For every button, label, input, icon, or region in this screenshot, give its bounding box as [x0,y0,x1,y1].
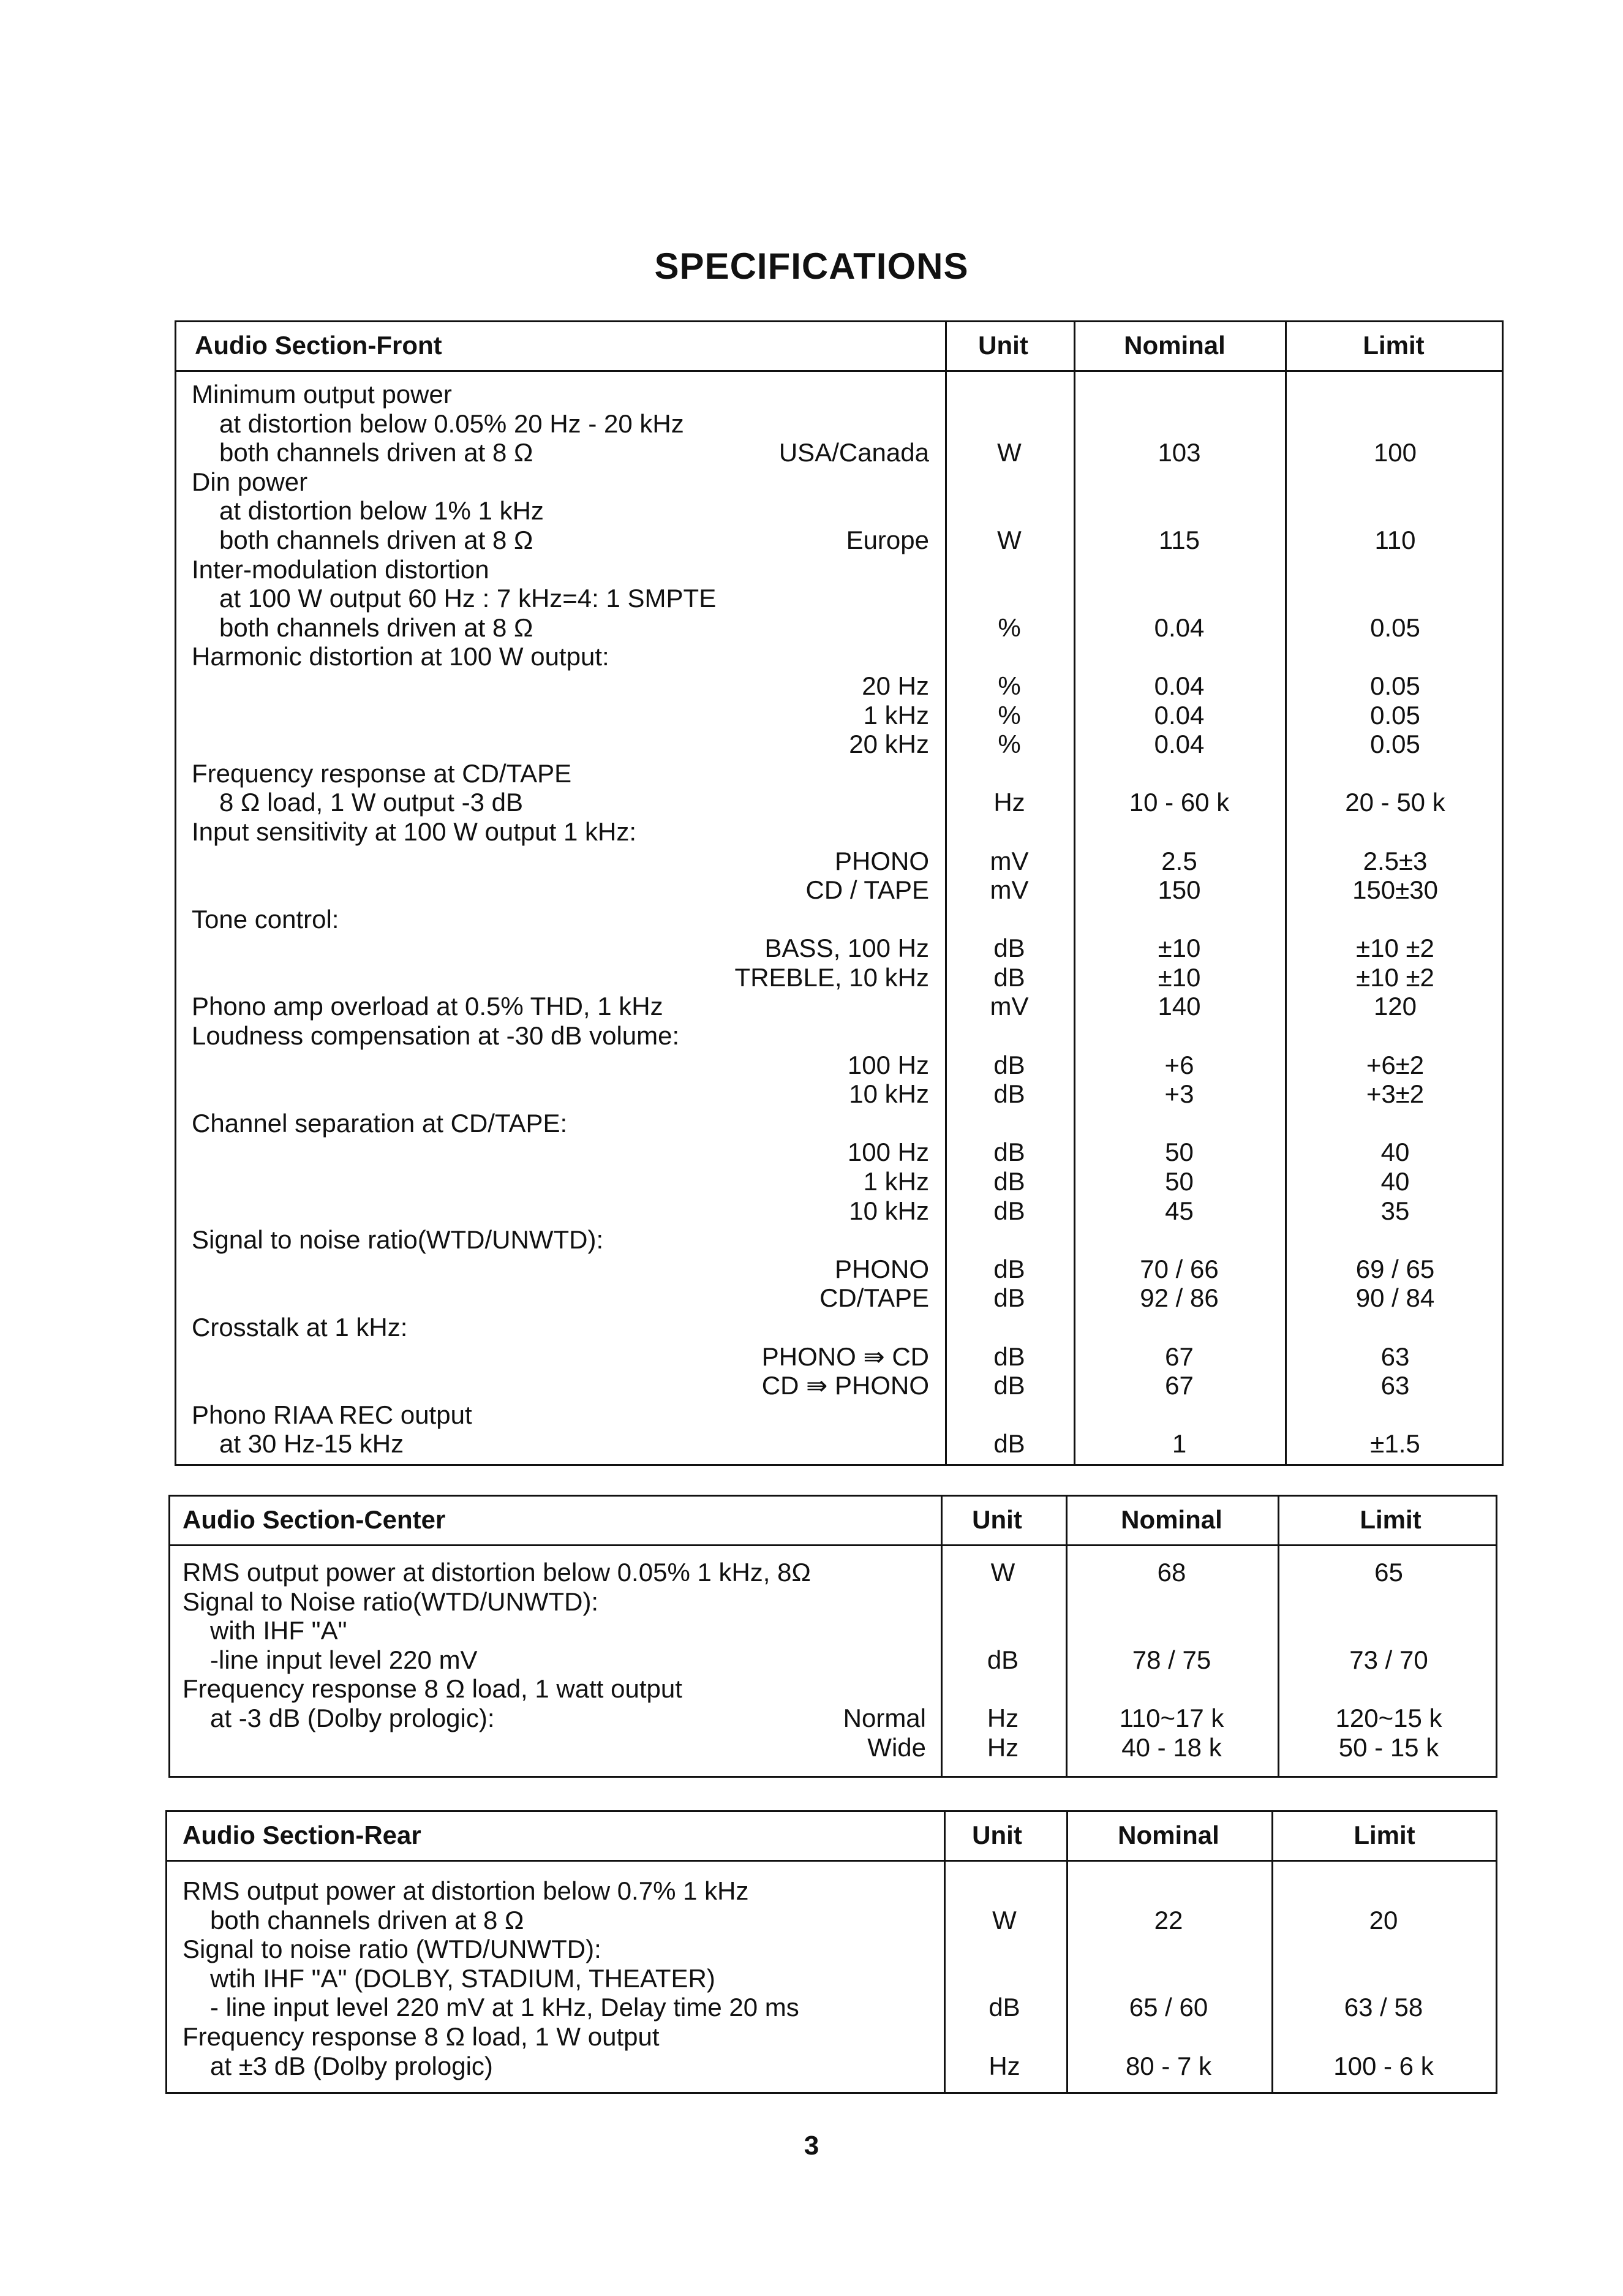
row-nominal: 68 [1157,1558,1186,1587]
page-number: 3 [804,2131,819,2161]
row-unit: dB [993,1342,1025,1371]
table-row [176,496,1502,526]
table-row [176,1283,1502,1313]
table-row [176,963,1502,992]
table-row [176,642,1502,671]
row-unit: dB [988,1993,1020,2022]
row-description: 8 Ω load, 1 W output -3 dB [219,788,524,817]
table-row [176,1167,1502,1196]
row-nominal: 78 / 75 [1132,1645,1211,1674]
row-description: Input sensitivity at 100 W output 1 kHz: [192,817,637,846]
header-nominal: Nominal [1121,1505,1222,1534]
table-row [167,2022,1496,2052]
row-limit: 65 [1374,1558,1403,1587]
row-unit: % [998,671,1021,700]
spec-table-rear [165,1810,1497,2094]
table-row [176,671,1502,701]
row-condition: PHONO ⇛ CD [761,1342,929,1371]
table-row [176,1429,1502,1459]
row-unit: mV [990,846,1029,875]
row-limit: 2.5±3 [1363,846,1428,875]
row-limit: 0.05 [1370,700,1420,730]
table-row [170,1674,1496,1704]
row-description: RMS output power at distortion below 0.05% 1 kHz, 8Ω [183,1558,811,1587]
row-limit: 120~15 k [1335,1703,1442,1732]
row-unit: % [998,730,1021,759]
row-condition: CD/TAPE [819,1283,929,1313]
row-condition: CD / TAPE [805,875,929,905]
header-limit: Limit [1354,1821,1415,1849]
table-row [176,1225,1502,1255]
row-limit: 63 / 58 [1344,1993,1423,2022]
table-row [176,1342,1502,1372]
row-nominal: 92 / 86 [1140,1283,1219,1313]
row-unit: dB [993,1138,1025,1167]
row-description: Loudness compensation at -30 dB volume: [192,1021,680,1051]
header-unit: Unit [972,1821,1022,1849]
row-nominal: 150 [1158,875,1201,905]
table-row [170,1704,1496,1733]
row-description: Inter-modulation distortion [192,554,489,584]
row-condition: 20 Hz [862,671,929,700]
row-unit: dB [993,934,1025,963]
row-description: Signal to Noise ratio(WTD/UNWTD): [183,1587,599,1616]
row-unit: W [992,1905,1017,1935]
row-unit: dB [993,1254,1025,1283]
row-nominal: 0.04 [1154,700,1205,730]
row-nominal: 0.04 [1154,730,1205,759]
row-limit: 90 / 84 [1355,1283,1435,1313]
table-row [167,1964,1496,1993]
row-limit: 40 [1380,1167,1410,1196]
row-condition: 10 kHz [849,1079,929,1109]
row-description: - line input level 220 mV at 1 kHz, Delay time 20 ms [210,1993,799,2022]
row-description: Phono RIAA REC output [192,1400,472,1429]
row-description: with IHF "A" [210,1616,347,1645]
row-unit: mV [990,875,1029,905]
table-row [176,1109,1502,1138]
table-row [176,409,1502,439]
table-row [176,759,1502,788]
row-nominal: 22 [1154,1905,1183,1935]
table-row [176,875,1502,905]
row-limit: ±1.5 [1370,1429,1420,1459]
row-condition: Wide [867,1732,926,1762]
row-unit: W [997,525,1022,554]
row-unit: dB [993,1050,1025,1079]
row-condition: USA/Canada [778,438,929,467]
row-nominal: 1 [1172,1429,1187,1459]
table-row [176,1255,1502,1284]
table-row [176,1371,1502,1400]
table-row [176,467,1502,497]
row-description: both channels driven at 8 Ω [219,613,533,642]
row-description: Harmonic distortion at 100 W output: [192,642,609,671]
row-unit: mV [990,992,1029,1021]
header-unit: Unit [972,1505,1022,1534]
row-nominal: 67 [1165,1342,1194,1371]
table-row [167,1906,1496,1935]
row-condition: 20 kHz [849,730,929,759]
row-unit: dB [993,1283,1025,1313]
table-row [176,1138,1502,1167]
row-unit: dB [993,1429,1025,1459]
row-description: both channels driven at 8 Ω [219,438,533,467]
row-condition: TREBLE, 10 kHz [734,962,929,992]
row-nominal: 70 / 66 [1140,1254,1219,1283]
header-nominal: Nominal [1118,1821,1219,1849]
table-header [170,1497,1496,1546]
row-limit: +3±2 [1366,1079,1425,1109]
row-condition: 100 Hz [847,1050,929,1079]
table-row [176,584,1502,613]
row-nominal: 0.04 [1154,671,1205,700]
row-description: RMS output power at distortion below 0.7% 1 kHz [183,1876,749,1905]
row-description: Channel separation at CD/TAPE: [192,1108,568,1138]
table-row [176,788,1502,817]
row-description: -line input level 220 mV [210,1645,478,1674]
table-row [176,526,1502,555]
row-nominal: 65 / 60 [1129,1993,1208,2022]
header-unit: Unit [978,331,1028,360]
table-row [176,1051,1502,1080]
row-limit: 0.05 [1370,730,1420,759]
row-description: Din power [192,467,308,496]
row-limit: ±10 ±2 [1356,934,1434,963]
row-description: Minimum output power [192,380,452,409]
table-row [176,555,1502,584]
row-description: Tone control: [192,904,339,934]
row-condition: 1 kHz [863,700,929,730]
row-description: both channels driven at 8 Ω [219,525,533,554]
table-row [176,701,1502,730]
row-description: at 30 Hz-15 kHz [219,1429,404,1459]
header-limit: Limit [1363,331,1425,360]
row-limit: ±10 ±2 [1356,962,1434,992]
header-section: Audio Section-Front [195,331,442,360]
row-description: Frequency response 8 Ω load, 1 watt output [183,1674,682,1704]
table-row [176,905,1502,934]
table-row [176,1313,1502,1342]
row-nominal: 45 [1165,1196,1194,1225]
page-title: SPECIFICATIONS [654,246,969,287]
row-limit: 20 [1369,1905,1398,1935]
row-unit: Hz [988,2051,1020,2080]
table-row [176,817,1502,847]
table-row [176,1400,1502,1430]
row-condition: PHONO [834,1254,929,1283]
row-nominal: 0.04 [1154,613,1205,642]
header-limit: Limit [1360,1505,1422,1534]
row-condition: CD ⇛ PHONO [761,1371,929,1400]
row-nominal: ±10 [1158,962,1201,992]
row-description: wtih IHF "A" (DOLBY, STADIUM, THEATER) [210,1963,715,1993]
row-limit: +6±2 [1366,1050,1425,1079]
row-nominal: +6 [1164,1050,1194,1079]
row-description: Phono amp overload at 0.5% THD, 1 kHz [192,992,663,1021]
row-unit: dB [993,1079,1025,1109]
table-row [176,438,1502,467]
table-row [170,1616,1496,1645]
row-condition: Normal [843,1703,926,1732]
row-limit: 35 [1380,1196,1410,1225]
row-condition: BASS, 100 Hz [764,934,929,963]
table-row [170,1587,1496,1617]
table-row [167,2052,1496,2081]
row-nominal: 50 [1165,1138,1194,1167]
row-limit: 40 [1380,1138,1410,1167]
row-unit: Hz [987,1732,1019,1762]
row-limit: 0.05 [1370,613,1420,642]
row-unit: dB [993,962,1025,992]
table-row [176,992,1502,1021]
table-row [170,1645,1496,1675]
row-nominal: ±10 [1158,934,1201,963]
spec-table-front [175,320,1504,1466]
table-row [176,613,1502,643]
row-nominal: 115 [1159,525,1200,554]
table-row [170,1558,1496,1587]
row-unit: Hz [987,1703,1019,1732]
row-limit: 150±30 [1352,875,1438,905]
row-limit: 69 / 65 [1355,1254,1435,1283]
row-limit: 100 - 6 k [1333,2051,1434,2080]
row-description: at -3 dB (Dolby prologic): [210,1703,495,1732]
row-limit: 100 [1373,438,1417,467]
header-section: Audio Section-Center [183,1505,446,1534]
row-condition: Europe [846,525,929,554]
row-nominal: 2.5 [1161,846,1197,875]
table-row [167,1935,1496,1964]
row-unit: dB [987,1645,1019,1674]
row-description: at distortion below 0.05% 20 Hz - 20 kHz [219,409,684,438]
table-body [170,1558,1496,1762]
table-row [176,1079,1502,1109]
row-unit: W [990,1558,1015,1587]
row-unit: dB [993,1371,1025,1400]
row-condition: 100 Hz [847,1138,929,1167]
table-row [176,1021,1502,1051]
row-unit: % [998,613,1021,642]
row-nominal: +3 [1164,1079,1194,1109]
table-row [167,1993,1496,2022]
row-nominal: 50 [1165,1167,1194,1196]
row-limit: 63 [1380,1342,1410,1371]
row-description: Signal to noise ratio (WTD/UNWTD): [183,1935,601,1964]
row-unit: Hz [993,788,1025,817]
row-description: Frequency response at CD/TAPE [192,758,572,788]
table-row [176,1196,1502,1226]
row-nominal: 140 [1158,992,1201,1021]
table-header [176,322,1502,372]
row-condition: PHONO [834,846,929,875]
row-limit: 63 [1380,1371,1410,1400]
table-row [176,934,1502,963]
row-description: at distortion below 1% 1 kHz [219,496,544,526]
row-description: at 100 W output 60 Hz : 7 kHz=4: 1 SMPTE [219,584,717,613]
table-row [167,1876,1496,1906]
row-unit: dB [993,1167,1025,1196]
row-nominal: 40 - 18 k [1121,1732,1222,1762]
row-nominal: 10 - 60 k [1129,788,1230,817]
table-body [176,380,1502,1459]
table-header [167,1812,1496,1862]
table-row [176,730,1502,759]
table-body [167,1876,1496,2080]
row-nominal: 103 [1158,438,1201,467]
row-nominal: 67 [1165,1371,1194,1400]
row-description: at ±3 dB (Dolby prologic) [210,2051,493,2080]
row-description: Crosstalk at 1 kHz: [192,1313,408,1342]
row-description: both channels driven at 8 Ω [210,1905,524,1935]
spec-table-center [168,1495,1497,1778]
row-limit: 73 / 70 [1349,1645,1428,1674]
table-row [176,380,1502,409]
row-nominal: 80 - 7 k [1125,2051,1212,2080]
header-nominal: Nominal [1124,331,1226,360]
row-limit: 120 [1373,992,1417,1021]
row-nominal: 110~17 k [1119,1703,1224,1732]
table-row [170,1733,1496,1762]
row-limit: 50 - 15 k [1338,1732,1439,1762]
row-unit: % [998,700,1021,730]
table-row [176,847,1502,876]
row-condition: 10 kHz [849,1196,929,1225]
row-unit: dB [993,1196,1025,1225]
row-limit: 110 [1374,525,1416,554]
row-unit: W [997,438,1022,467]
row-description: Frequency response 8 Ω load, 1 W output [183,2022,660,2051]
row-limit: 20 - 50 k [1345,788,1445,817]
header-section: Audio Section-Rear [183,1821,421,1849]
row-condition: 1 kHz [863,1167,929,1196]
row-description: Signal to noise ratio(WTD/UNWTD): [192,1225,604,1255]
row-limit: 0.05 [1370,671,1420,700]
